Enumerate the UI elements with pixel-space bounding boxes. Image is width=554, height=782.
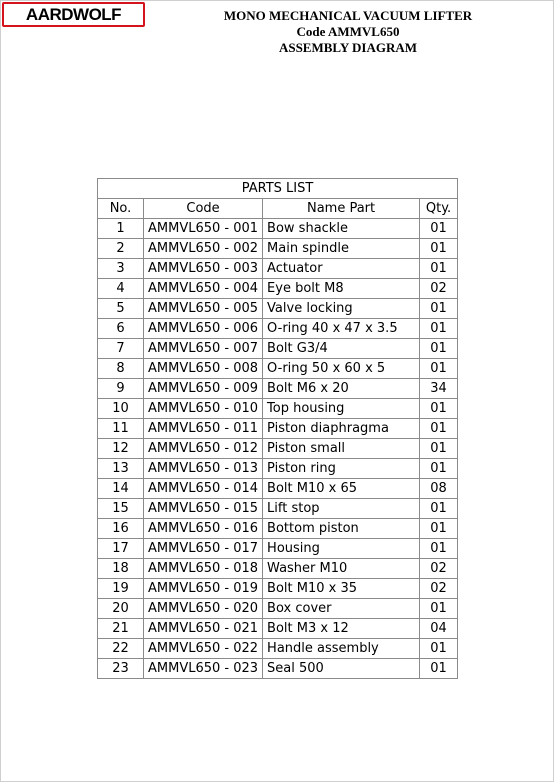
cell-qty: 01 [420,339,458,359]
cell-no: 6 [98,319,144,339]
cell-name: Housing [263,539,420,559]
cell-qty: 01 [420,299,458,319]
cell-qty: 01 [420,519,458,539]
cell-no: 10 [98,399,144,419]
table-row [98,599,458,619]
cell-no: 15 [98,499,144,519]
table-row [98,439,458,459]
cell-qty: 02 [420,279,458,299]
logo-text: AARDWOLF [25,5,122,24]
cell-no: 19 [98,579,144,599]
cell-no: 12 [98,439,144,459]
cell-code: AMMVL650 - 006 [144,319,263,339]
cell-qty: 01 [420,439,458,459]
cell-code: AMMVL650 - 001 [144,219,263,239]
parts-list-body [98,219,458,679]
cell-code: AMMVL650 - 011 [144,419,263,439]
cell-code: AMMVL650 - 012 [144,439,263,459]
cell-code: AMMVL650 - 005 [144,299,263,319]
column-header-no: No. [98,199,144,219]
cell-name: O-ring 40 x 47 x 3.5 [263,319,420,339]
cell-code: AMMVL650 - 022 [144,639,263,659]
cell-no: 16 [98,519,144,539]
cell-qty: 01 [420,419,458,439]
table-row [98,519,458,539]
table-row [98,339,458,359]
cell-qty: 01 [420,399,458,419]
document-header [150,8,546,56]
cell-code: AMMVL650 - 008 [144,359,263,379]
cell-name: Top housing [263,399,420,419]
table-row [98,319,458,339]
cell-name: Bolt G3/4 [263,339,420,359]
cell-name: Bolt M10 x 65 [263,479,420,499]
cell-name: Piston diaphragma [263,419,420,439]
cell-qty: 01 [420,459,458,479]
cell-no: 22 [98,639,144,659]
cell-name: Box cover [263,599,420,619]
cell-qty: 02 [420,559,458,579]
table-row [98,539,458,559]
cell-no: 13 [98,459,144,479]
cell-qty: 04 [420,619,458,639]
cell-qty: 02 [420,579,458,599]
cell-code: AMMVL650 - 003 [144,259,263,279]
cell-name: Piston small [263,439,420,459]
header-row [98,199,458,219]
cell-name: O-ring 50 x 60 x 5 [263,359,420,379]
cell-no: 20 [98,599,144,619]
cell-name: Valve locking [263,299,420,319]
document-subtitle: ASSEMBLY DIAGRAM [278,40,418,55]
table-row [98,659,458,679]
cell-no: 11 [98,419,144,439]
cell-no: 4 [98,279,144,299]
table-row [98,479,458,499]
cell-name: Washer M10 [263,559,420,579]
cell-code: AMMVL650 - 023 [144,659,263,679]
cell-qty: 34 [420,379,458,399]
column-header-qty: Qty. [420,199,458,219]
table-row [98,239,458,259]
aardwolf-logo [2,2,145,27]
cell-no: 14 [98,479,144,499]
table-row [98,419,458,439]
cell-no: 1 [98,219,144,239]
cell-name: Lift stop [263,499,420,519]
table-row [98,379,458,399]
cell-no: 3 [98,259,144,279]
table-row [98,559,458,579]
cell-code: AMMVL650 - 017 [144,539,263,559]
cell-qty: 01 [420,599,458,619]
cell-qty: 01 [420,659,458,679]
table-row [98,219,458,239]
table-row [98,579,458,599]
product-code: Code AMMVL650 [296,24,400,39]
cell-name: Bottom piston [263,519,420,539]
parts-list-table [97,178,458,679]
cell-code: AMMVL650 - 014 [144,479,263,499]
cell-no: 7 [98,339,144,359]
cell-qty: 01 [420,359,458,379]
table-row [98,299,458,319]
column-header-name: Name Part [263,199,420,219]
cell-code: AMMVL650 - 007 [144,339,263,359]
cell-qty: 01 [420,539,458,559]
cell-name: Eye bolt M8 [263,279,420,299]
cell-no: 9 [98,379,144,399]
cell-code: AMMVL650 - 015 [144,499,263,519]
cell-qty: 01 [420,319,458,339]
cell-no: 18 [98,559,144,579]
cell-code: AMMVL650 - 009 [144,379,263,399]
cell-code: AMMVL650 - 020 [144,599,263,619]
table-row [98,619,458,639]
cell-name: Actuator [263,259,420,279]
cell-qty: 01 [420,219,458,239]
cell-qty: 08 [420,479,458,499]
cell-name: Handle assembly [263,639,420,659]
table-row [98,279,458,299]
cell-code: AMMVL650 - 002 [144,239,263,259]
cell-name: Piston ring [263,459,420,479]
cell-no: 5 [98,299,144,319]
cell-qty: 01 [420,259,458,279]
cell-code: AMMVL650 - 021 [144,619,263,639]
table-row [98,399,458,419]
cell-name: Bolt M10 x 35 [263,579,420,599]
table-row [98,499,458,519]
table-row [98,259,458,279]
cell-code: AMMVL650 - 004 [144,279,263,299]
document-title: MONO MECHANICAL VACUUM LIFTER [223,8,473,23]
cell-code: AMMVL650 - 016 [144,519,263,539]
table-row [98,639,458,659]
cell-code: AMMVL650 - 019 [144,579,263,599]
cell-no: 2 [98,239,144,259]
cell-no: 17 [98,539,144,559]
cell-name: Main spindle [263,239,420,259]
cell-name: Bolt M6 x 20 [263,379,420,399]
table-row [98,459,458,479]
cell-no: 23 [98,659,144,679]
cell-name: Bolt M3 x 12 [263,619,420,639]
column-header-code: Code [144,199,263,219]
cell-qty: 01 [420,639,458,659]
cell-no: 8 [98,359,144,379]
cell-no: 21 [98,619,144,639]
cell-name: Seal 500 [263,659,420,679]
parts-list-title: PARTS LIST [98,179,458,199]
cell-qty: 01 [420,499,458,519]
cell-qty: 01 [420,239,458,259]
cell-code: AMMVL650 - 010 [144,399,263,419]
table-row [98,359,458,379]
cell-code: AMMVL650 - 018 [144,559,263,579]
cell-name: Bow shackle [263,219,420,239]
cell-code: AMMVL650 - 013 [144,459,263,479]
